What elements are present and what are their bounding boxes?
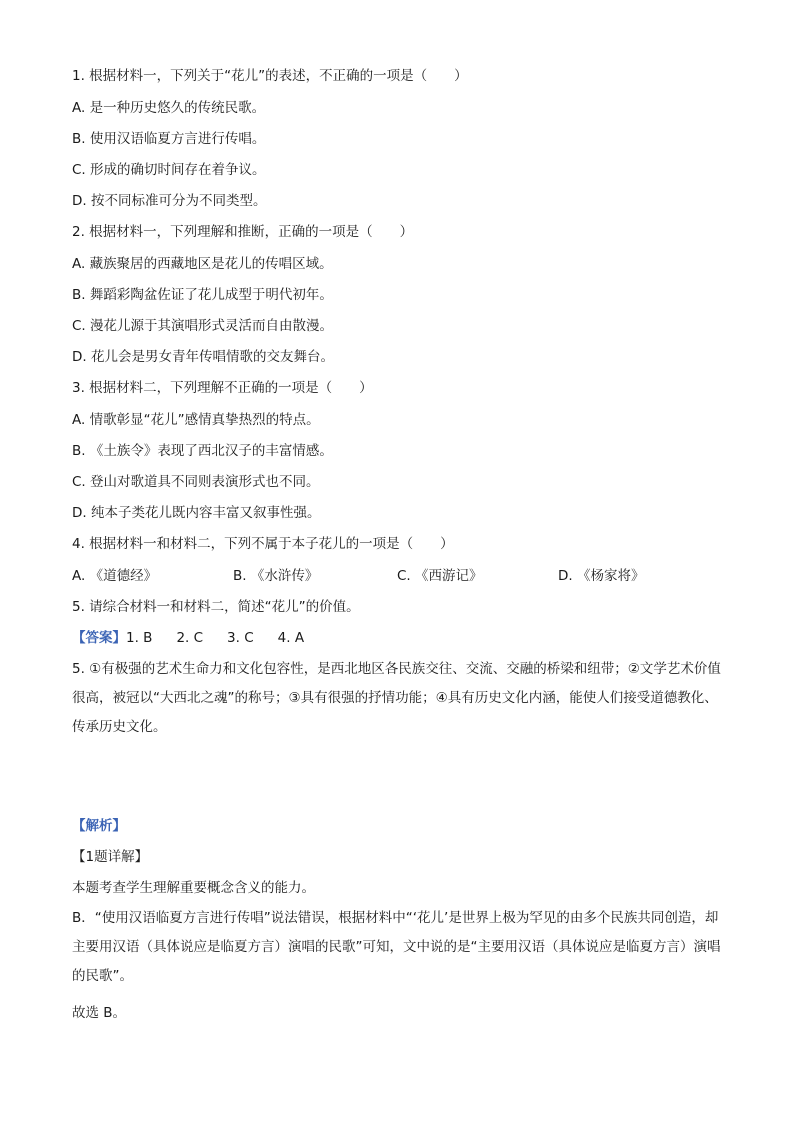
question-3-option-c: C. 登山对歌道具不同则表演形式也不同。 [72, 474, 320, 490]
question-2-option-c: C. 漫花儿源于其演唱形式灵活而自由散漫。 [72, 318, 334, 334]
question-3-option-b: B. 《土族令》表现了西北汉子的丰富情感。 [72, 443, 333, 459]
question-1-option-c: C. 形成的确切时间存在着争议。 [72, 162, 266, 178]
answer-row [72, 627, 732, 649]
analysis-label: 【解析】 [72, 818, 126, 834]
question-1-option-d: D. 按不同标准可分为不同类型。 [72, 193, 267, 209]
analysis-q1-conclusion: 故选 B。 [72, 1005, 127, 1021]
question-3-option-a: A. 情歌彰显“花儿”感情真挚热烈的特点。 [72, 412, 320, 428]
question-4-stem: 4. 根据材料一和材料二，下列不属于本子花儿的一项是（ ） [72, 536, 454, 552]
question-4-option-d: D. 《杨家将》 [558, 568, 645, 584]
question-2-option-a: A. 藏族聚居的西藏地区是花儿的传唱区域。 [72, 256, 333, 272]
question-4-option-b: B. 《水浒传》 [233, 568, 319, 584]
analysis-q1-heading: 【1题详解】 [72, 849, 149, 865]
question-3-option-d: D. 纯本子类花儿既内容丰富又叙事性强。 [72, 505, 321, 521]
question-4-option-c: C. 《西游记》 [397, 568, 483, 584]
question-2-option-b: B. 舞蹈彩陶盆佐证了花儿成型于明代初年。 [72, 287, 333, 303]
question-1-option-a: A. 是一种历史悠久的传统民歌。 [72, 100, 266, 116]
analysis-q1-intro: 本题考查学生理解重要概念含义的能力。 [72, 880, 315, 896]
answer-q5-text: 5. ①有极强的艺术生命力和文化包容性，是西北地区各民族交往、交流、交融的桥梁和纽带；②文学艺术价值很高，被冠以“大西北之魂”的称号；③具有很强的抒情功能；④具有历史文化内涵，能使人们接受道德教化、传承历史文化。 [72, 661, 721, 735]
answer-item-3: 3. C [227, 630, 254, 646]
answer-label: 【答案】 [72, 630, 126, 646]
question-2-option-d: D. 花儿会是男女青年传唱情歌的交友舞台。 [72, 349, 334, 365]
question-1-option-b: B. 使用汉语临夏方言进行传唱。 [72, 131, 266, 147]
answer-item-2: 2. C [176, 630, 204, 646]
question-1-stem: 1. 根据材料一，下列关于“花儿”的表述，不正确的一项是（ ） [72, 68, 468, 84]
question-3-stem: 3. 根据材料二，下列理解不正确的一项是（ ） [72, 380, 373, 396]
question-5-stem: 5. 请综合材料一和材料二，简述“花儿”的价值。 [72, 599, 360, 615]
answer-item-1: 1. B [126, 630, 153, 646]
question-4-option-a: A. 《道德经》 [72, 568, 158, 584]
answer-item-4: 4. A [277, 630, 305, 646]
question-2-stem: 2. 根据材料一，下列理解和推断，正确的一项是（ ） [72, 224, 414, 240]
analysis-q1-detail: B．“使用汉语临夏方言进行传唱”说法错误，根据材料中“‘花儿’是世界上极为罕见的由多个民族共同创造，却主要用汉语（具体说应是临夏方言）演唱的民歌”可知，文中说的是“主要用汉语（具体说应是临夏方言）演唱的民歌”。 [72, 910, 721, 984]
